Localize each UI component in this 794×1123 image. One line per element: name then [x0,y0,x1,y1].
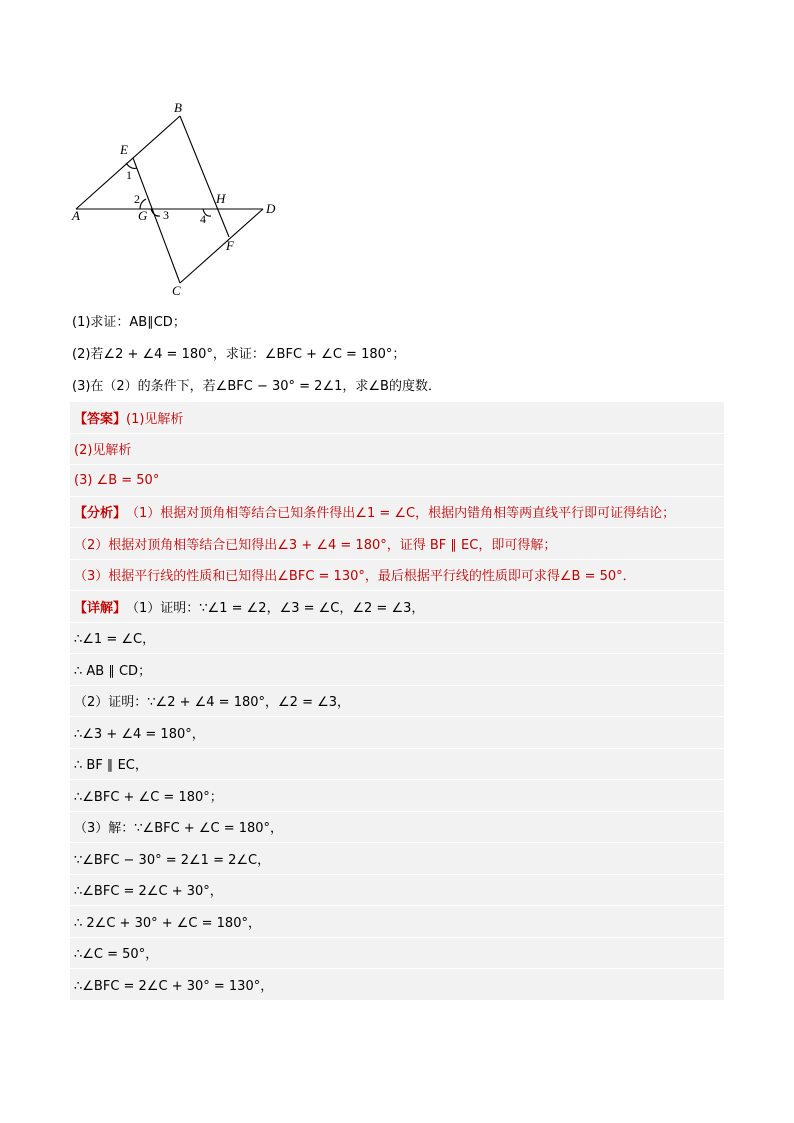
analysis-row-1 [70,497,724,529]
solution-block [70,402,724,1001]
label-D: D [266,201,276,216]
answer-row-3 [70,465,724,497]
detail-text: ∴∠BFC = 2∠C + 30° = 130°， [74,978,274,994]
detail-line [70,875,724,907]
label-C: C [172,283,181,298]
analysis-tag: 【分析】 [74,506,127,522]
analysis-row-2 [70,528,724,560]
analysis-row-3 [70,560,724,592]
angle-label-1: 1 [126,168,132,182]
question-1: (1)求证：AB∥CD； [72,315,186,330]
geometry-figure [60,96,300,306]
segment-AB [76,116,180,209]
answer-row-1 [70,402,724,434]
question-3: (3)在（2）的条件下，若∠BFC − 30° = 2∠1，求∠B的度数． [72,379,441,394]
figure-svg [60,96,300,306]
detail-line [70,654,724,686]
label-A: A [72,208,80,223]
detail-line [70,623,724,655]
question-2: (2)若∠2 + ∠4 = 180°，求证：∠BFC + ∠C = 180°； [72,347,406,362]
detail-line [70,717,724,749]
angle-label-4: 4 [200,212,206,226]
detail-line [70,938,724,970]
detail-tag: 【详解】 [74,600,127,616]
detail-line [70,969,724,1001]
detail-text: ∵∠BFC − 30° = 2∠1 = 2∠C， [74,852,271,868]
detail-text: ∴∠C = 50°， [74,947,159,963]
answer-2: (2)见解析 [74,443,132,459]
detail-text: （3）解：∵∠BFC + ∠C = 180°， [74,821,284,837]
detail-line [70,686,724,718]
answer-tag: 【答案】 [74,411,127,427]
label-E: E [120,142,128,157]
segment-DC [180,209,263,283]
label-H: H [216,191,226,206]
detail-text: ∴∠BFC = 2∠C + 30°， [74,884,223,900]
answer-row-2 [70,434,724,466]
label-G: G [138,208,148,223]
angle-label-3: 3 [163,208,169,222]
detail-text: ∴∠3 + ∠4 = 180°， [74,726,205,742]
detail-line [70,812,724,844]
detail-line [70,749,724,781]
detail-text: ∴∠BFC + ∠C = 180°； [74,789,223,805]
detail-text: ∴ 2∠C + 30° + ∠C = 180°， [74,915,261,931]
detail-line [70,780,724,812]
label-F: F [226,238,234,253]
analysis-2: （2）根据对顶角相等结合已知得出∠3 + ∠4 = 180°，证得 BF ∥ EC，即可得解； [74,537,557,553]
detail-text: ∴∠1 = ∠C， [74,632,156,648]
detail-line [70,906,724,938]
label-B: B [174,100,182,115]
detail-first: （1）证明：∵∠1 = ∠2，∠3 = ∠C，∠2 = ∠3， [126,600,425,616]
angle-label-2: 2 [134,192,140,206]
detail-row-1 [70,591,724,623]
detail-line [70,843,724,875]
answer-3: (3) ∠B = 50° [74,472,160,488]
detail-text: （2）证明：∵∠2 + ∠4 = 180°，∠2 = ∠3， [74,695,351,711]
analysis-1: （1）根据对顶角相等结合已知条件得出∠1 = ∠C，根据内错角相等两直线平行即可证得结论； [126,506,676,522]
analysis-3: （3）根据平行线的性质和已知得出∠BFC = 130°，最后根据平行线的性质即可求得∠B = 50°． [74,569,636,585]
detail-text: ∴ AB ∥ CD； [74,663,152,679]
answer-1: (1)见解析 [126,411,184,427]
detail-text: ∴ BF ∥ EC， [74,758,148,774]
